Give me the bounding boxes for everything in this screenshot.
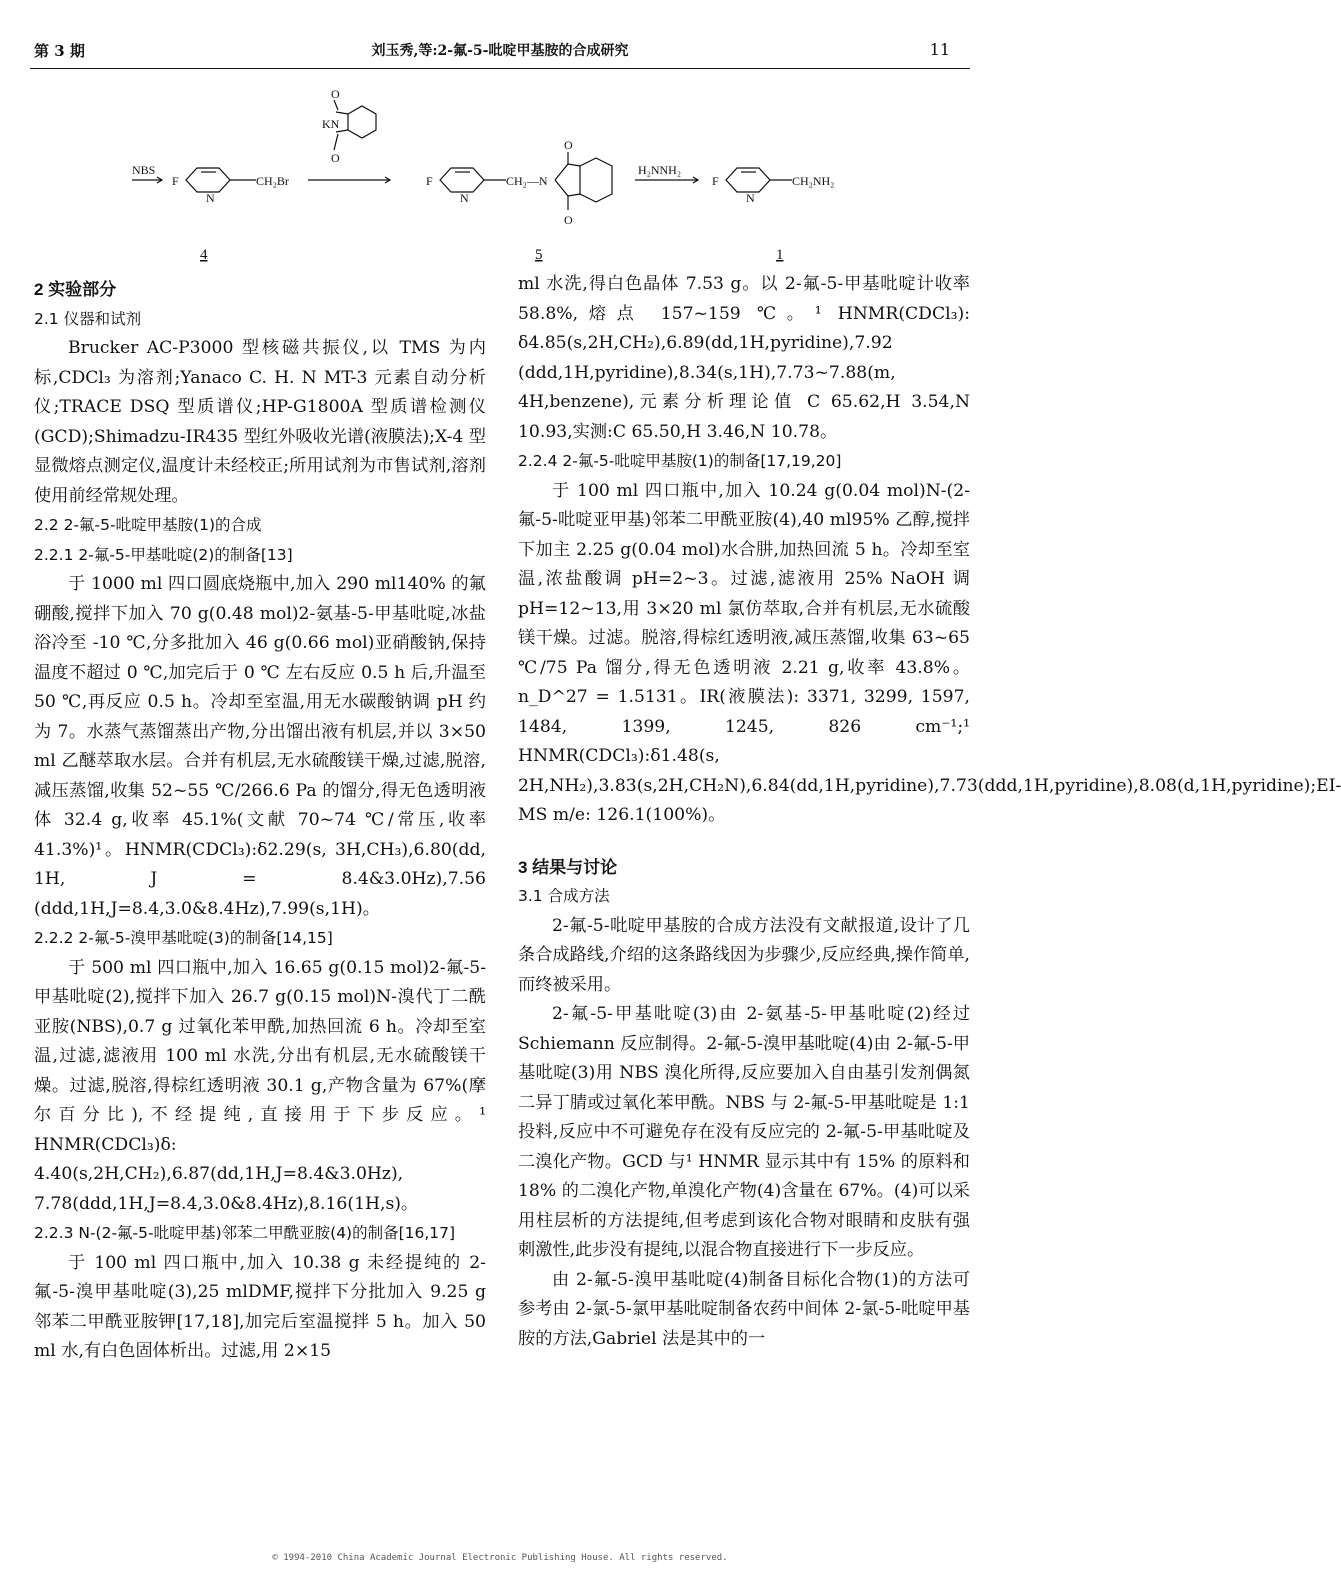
compound-label-1: 1 (776, 247, 784, 263)
subsection-heading: 2.2 2-氟-5-吡啶甲基胺(1)的合成 (34, 516, 262, 534)
subsection-heading: 2.2.2 2-氟-5-溴甲基吡啶(3)的制备[14,15] (34, 929, 333, 947)
subsection-heading: 2.2.1 2-氟-5-甲基吡啶(2)的制备[13] (34, 545, 293, 564)
paragraph: 由 2-氟-5-溴甲基吡啶(4)制备目标化合物(1)的方法可参考由 2-氯-5-氯甲基吡啶制备农药中间体 2-氯-5-吡啶甲基胺的方法,Gabriel 法是其中的一 (518, 1269, 970, 1349)
paragraph: ml 水洗,得白色晶体 7.53 g。以 2-氟-5-甲基吡啶计收率 58.8%,熔点 157~159 ℃。¹ HNMR(CDCl₃): δ4.85(s,2H,CH₂),6.89(dd,1H,pyridine),7.92 (ddd,1H,pyridine),8.34(s,1H),7.73~7.88(m, 4H,benzene),元素分析理论值 C 65.62,H 3.54,N 10.93,实测:C 65.50,H 3.46,N 10.78。 (518, 274, 970, 442)
fluoro-label-1: F (172, 174, 179, 188)
pyridine-n-2: N (460, 191, 469, 205)
header-rule (30, 68, 970, 69)
section-heading: 2 实验部分 (34, 280, 117, 299)
ch2nh2-label: CH₂NH₂ (792, 174, 835, 188)
page-number: 11 (929, 40, 950, 59)
running-title: 刘玉秀,等:2-氟-5-吡啶甲基胺的合成研究 (371, 43, 629, 59)
subsection-heading: 2.1 仪器和试剂 (34, 309, 142, 328)
fluoro-label-3: F (712, 174, 719, 188)
oxygen-top-1: O (331, 87, 340, 101)
pyridine-n-1: N (206, 191, 215, 205)
left-column (34, 275, 486, 1367)
paragraph: 2-氟-5-吡啶甲基胺的合成方法没有文献报道,设计了几条合成路线,介绍的这条路线因为步骤少,反应经典,操作简单,而终被采用。 (518, 915, 970, 995)
right-column (518, 270, 1341, 1354)
hydrazine-label: H₂NNH₂ (638, 163, 682, 177)
issue-number: 第 3 期 (34, 42, 85, 60)
compound-label-4: 4 (200, 247, 208, 263)
subsection-heading: 2.2.4 2-氟-5-吡啶甲基胺(1)的制备[17,19,20] (518, 452, 842, 470)
paragraph: Brucker AC-P3000 型核磁共振仪,以 TMS 为内标,CDCl₃ 为溶剂;Yanaco C. H. N MT-3 元素自动分析仪;TRACE DSQ 型质谱仪;HP-G1800A 型质谱检测仪(GCD);Shimadzu-IR435 型红外吸收光谱(液膜法);X-4 型显微熔点测定仪,温度计未经校正;所用试剂为市售试剂,溶剂使用前经常规处理。 (34, 338, 486, 506)
oxygen-top-2: O (564, 138, 573, 152)
oxygen-bottom-1: O (331, 151, 340, 165)
subsection-heading: 3.1 合成方法 (518, 887, 610, 905)
copyright-footer: © 1994-2010 China Academic Journal Electronic Publishing House. All rights reserved. (272, 1553, 728, 1563)
paragraph: 于 100 ml 四口瓶中,加入 10.38 g 未经提纯的 2-氟-5-溴甲基吡啶(3),25 mlDMF,搅拌下分批加入 9.25 g 邻苯二甲酰亚胺钾[17,18],加完后室温搅拌 5 h。加入 50 ml 水,有白色固体析出。过滤,用 2×15 (34, 1252, 486, 1361)
oxygen-bottom-2: O (564, 213, 573, 227)
paragraph: 2-氟-5-甲基吡啶(3)由 2-氨基-5-甲基吡啶(2)经过 Schiemann 反应制得。2-氟-5-溴甲基吡啶(4)由 2-氟-5-甲基吡啶(3)用 NBS 溴化所得,反应要加入自由基引发剂偶氮二异丁腈或过氧化苯甲酰。NBS 与 2-氟-5-甲基吡啶是 1:1 投料,反应中不可避免存在没有反应完的 2-氟-5-甲基吡啶及二溴化产物。GCD 与¹ HNMR 显示其中有 15% 的原料和 18% 的二溴化产物,单溴化产物(4)含量在 67%。(4)可以采用柱层析的方法提纯,但考虑到该化合物对眼睛和皮肤有强刺激性,此步没有提纯,以混合物直接进行下一步反应。 (518, 1004, 970, 1260)
reaction-scheme (80, 87, 920, 267)
subsection-heading: 2.2.3 N-(2-氟-5-吡啶甲基)邻苯二甲酰亚胺(4)的制备[16,17] (34, 1224, 456, 1242)
nbs-label: NBS (132, 163, 156, 177)
pyridine-n-3: N (746, 191, 755, 205)
section-gap (518, 831, 970, 853)
phthalimide-k-label: KN (322, 117, 340, 131)
paragraph: 于 500 ml 四口瓶中,加入 16.65 g(0.15 mol)2-氟-5-甲基吡啶(2),搅拌下加入 26.7 g(0.15 mol)N-溴代丁二酰亚胺(NBS),0.7 g 过氧化苯甲酰,加热回流 6 h。冷却至室温,过滤,滤液用 100 ml 水洗,分出有机层,无水硫酸镁干燥。过滤,脱溶,得棕红透明液 30.1 g,产物含量为 67%(摩尔百分比),不经提纯,直接用于下步反应。¹ HNMR(CDCl₃)δ: 4.40(s,2H,CH₂),6.87(dd,1H,J=8.4&3.0Hz), 7.78(ddd,1H,J=8.4,3.0&8.4Hz),8.16(1H,s)。 (34, 957, 486, 1214)
ch2n-label: CH₂—N (506, 174, 548, 188)
section-heading: 3 结果与讨论 (518, 857, 618, 877)
ch2br-label: CH₂Br (256, 174, 289, 188)
compound-label-5: 5 (535, 247, 543, 263)
paragraph: 于 100 ml 四口瓶中,加入 10.24 g(0.04 mol)N-(2-氟-5-吡啶亚甲基)邻苯二甲酰亚胺(4),40 ml95% 乙醇,搅拌下加主 2.25 g(0.04 mol)水合肼,加热回流 5 h。冷却至室温,浓盐酸调 pH=2~3。过滤,滤液用 25% NaOH 调 pH=12~13,用 3×20 ml 氯仿萃取,合并有机层,无水硫酸镁干燥。过滤。脱溶,得棕红透明液,减压蒸馏,收集 63~65 ℃/75 Pa 馏分,得无色透明液 2.21 g,收率 43.8%。n_D^27 = 1.5131。IR(液膜法): 3371, 3299, 1597, 1484, 1399, 1245, 826 cm⁻¹;¹ HNMR(CDCl₃):δ1.48(s, 2H,NH₂),3.83(s,2H,CH₂N),6.84(dd,1H,pyridine),7.73(ddd,1H,pyridine),8.08(d,1H,pyridine);EI-MS m/e: 126.1(100%)。 (518, 480, 1341, 825)
fluoro-label-2: F (426, 174, 433, 188)
paragraph: 于 1000 ml 四口圆底烧瓶中,加入 290 ml140% 的氟硼酸,搅拌下加入 70 g(0.48 mol)2-氨基-5-甲基吡啶,冰盐浴冷至 -10 ℃,分多批加入 46 g(0.66 mol)亚硝酸钠,保持温度不超过 0 ℃,加完后于 0 ℃ 左右反应 0.5 h 后,升温至 50 ℃,再反应 0.5 h。冷却至室温,用无水碳酸钠调 pH 约为 7。水蒸气蒸馏蒸出产物,分出馏出液有机层,并以 3×50 ml 乙醚萃取水层。合并有机层,无水硫酸镁干燥,过滤,脱溶,减压蒸馏,收集 52~55 ℃/266.6 Pa 的馏分,得无色透明液体 32.4 g,收率 45.1%(文献 70~74 ℃/常压,收率 41.3%)¹。HNMR(CDCl₃):δ2.29(s, 3H,CH₃),6.80(dd, 1H, J = 8.4&3.0Hz),7.56 (ddd,1H,J=8.4,3.0&8.4Hz),7.99(s,1H)。 (34, 574, 486, 919)
